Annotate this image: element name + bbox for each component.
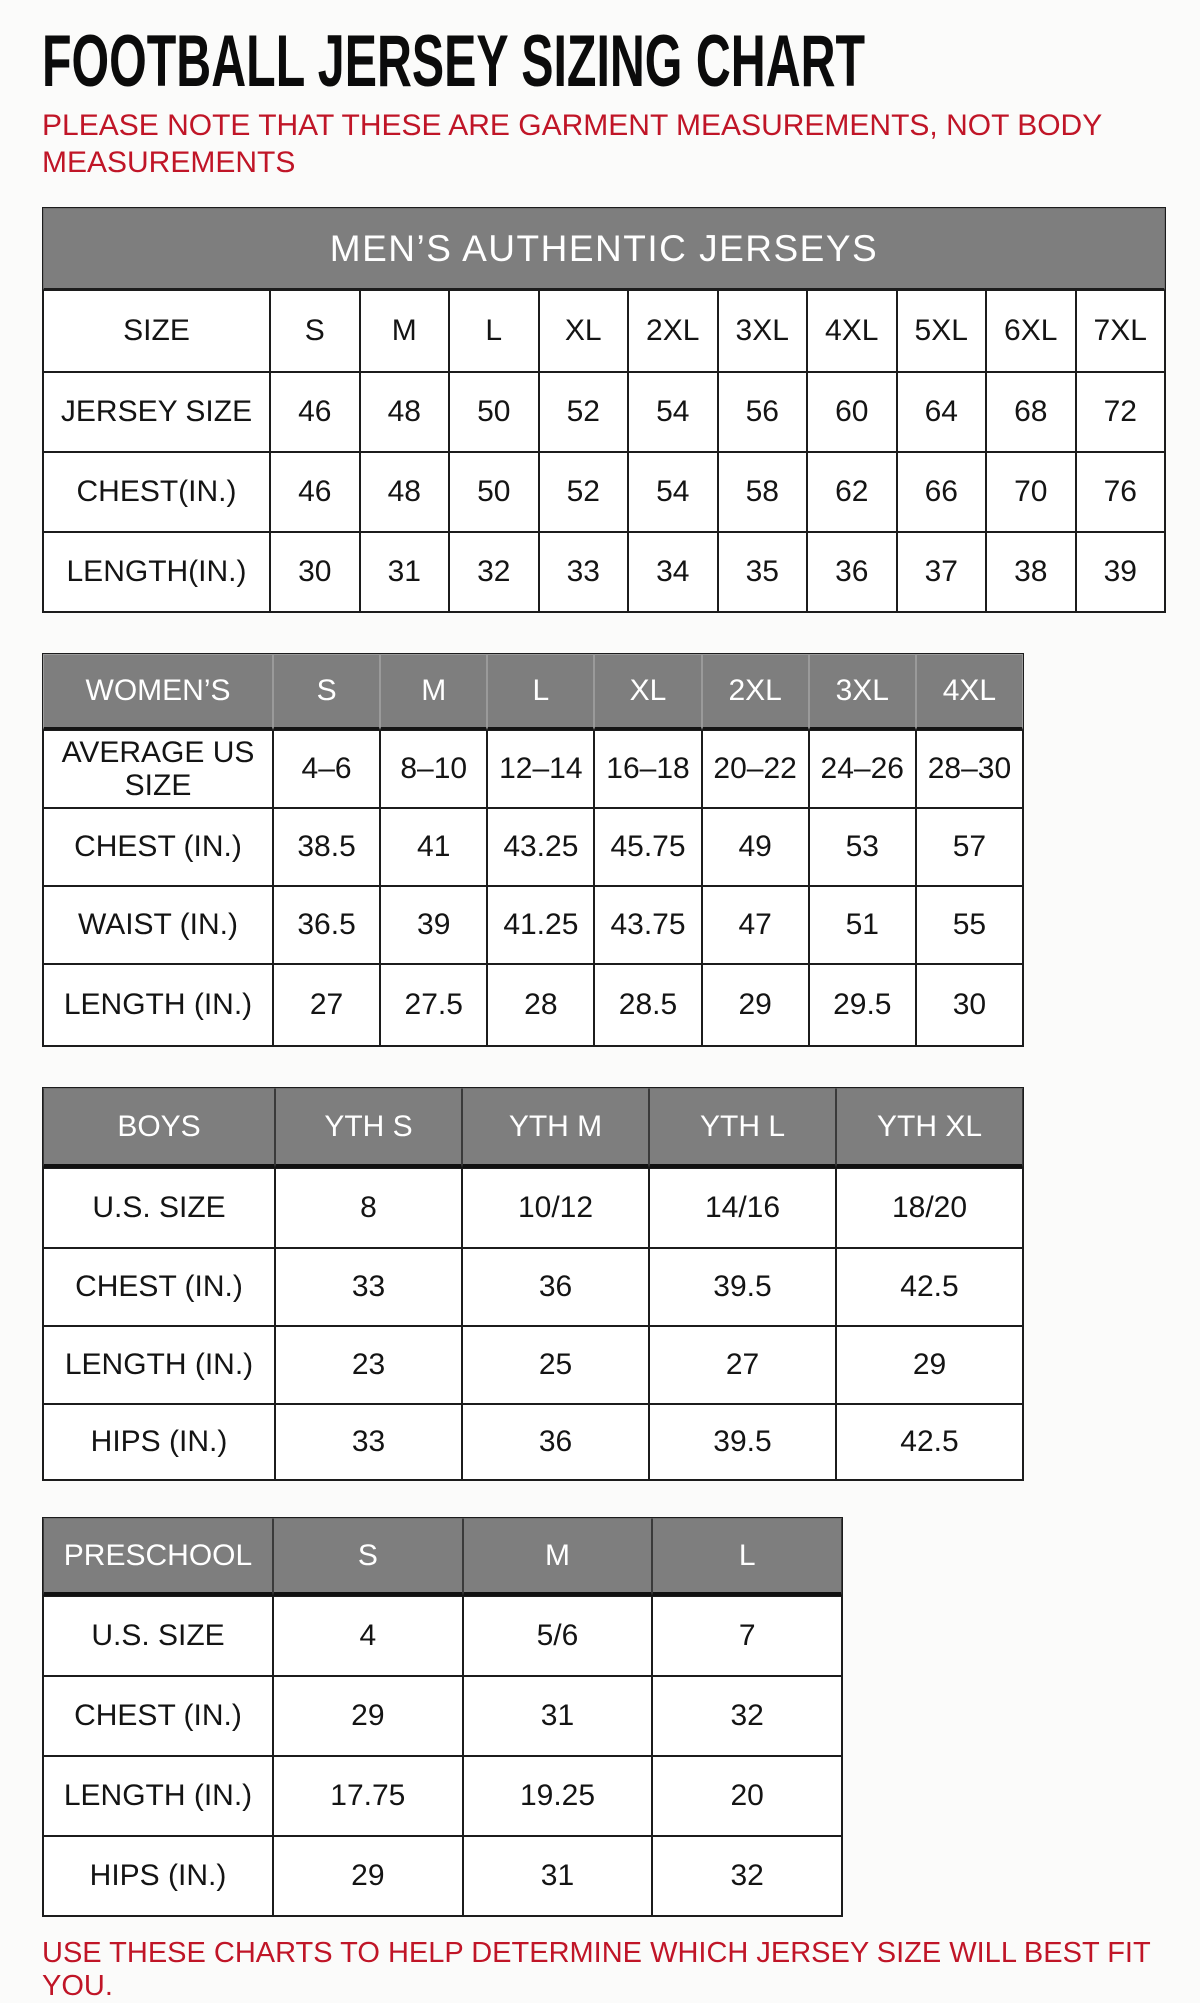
table-cell: 24–26 xyxy=(809,730,916,808)
table-cell: 25 xyxy=(462,1326,649,1404)
table-cell: 68 xyxy=(986,372,1076,452)
row-label: CHEST (IN.) xyxy=(43,1248,275,1326)
table-cell: 20–22 xyxy=(702,730,809,808)
table-cell: 41.25 xyxy=(487,886,594,964)
mens-authentic-jerseys-table xyxy=(42,207,1166,613)
col-header: 3XL xyxy=(718,290,808,372)
col-header: XL xyxy=(539,290,629,372)
table-cell: 54 xyxy=(628,452,718,532)
col-header: 4XL xyxy=(916,654,1023,730)
row-label: LENGTH (IN.) xyxy=(43,964,273,1046)
table-cell: 30 xyxy=(916,964,1023,1046)
table-cell: 31 xyxy=(360,532,450,612)
table-cell: 29 xyxy=(273,1836,463,1916)
table-cell: 31 xyxy=(463,1676,653,1756)
col-header: M xyxy=(380,654,487,730)
col-header: S xyxy=(273,1518,463,1596)
row-label: SIZE xyxy=(43,290,270,372)
table-cell: 46 xyxy=(270,452,360,532)
table-cell: 48 xyxy=(360,372,450,452)
table-cell: 4 xyxy=(273,1596,463,1676)
table-cell: 8 xyxy=(275,1168,462,1248)
table-cell: 17.75 xyxy=(273,1756,463,1836)
col-header: XL xyxy=(594,654,701,730)
table-cell: 27 xyxy=(649,1326,836,1404)
table-cell: 32 xyxy=(449,532,539,612)
table-cell: 62 xyxy=(807,452,897,532)
table-cell: 37 xyxy=(897,532,987,612)
table-cell: 58 xyxy=(718,452,808,532)
row-label: CHEST (IN.) xyxy=(43,808,273,886)
boys-jerseys-table xyxy=(42,1087,1024,1481)
table-cell: 39 xyxy=(1076,532,1166,612)
row-label: AVERAGE US SIZE xyxy=(43,730,273,808)
table-cell: 52 xyxy=(539,452,629,532)
col-header: 2XL xyxy=(628,290,718,372)
table-cell: 51 xyxy=(809,886,916,964)
table-cell: 29 xyxy=(273,1676,463,1756)
table-cell: 7 xyxy=(652,1596,842,1676)
table-cell: 28–30 xyxy=(916,730,1023,808)
table-cell: 42.5 xyxy=(836,1248,1023,1326)
col-header: L xyxy=(487,654,594,730)
preschool-table-header: PRESCHOOL xyxy=(43,1518,273,1596)
table-cell: 32 xyxy=(652,1836,842,1916)
table-cell: 5/6 xyxy=(463,1596,653,1676)
womens-table-header: WOMEN’S xyxy=(43,654,273,730)
table-cell: 53 xyxy=(809,808,916,886)
row-label: WAIST (IN.) xyxy=(43,886,273,964)
table-cell: 39 xyxy=(380,886,487,964)
table-cell: 55 xyxy=(916,886,1023,964)
col-header: M xyxy=(360,290,450,372)
table-cell: 29 xyxy=(836,1326,1023,1404)
table-cell: 50 xyxy=(449,452,539,532)
table-cell: 43.25 xyxy=(487,808,594,886)
row-label: U.S. SIZE xyxy=(43,1168,275,1248)
col-header: 5XL xyxy=(897,290,987,372)
table-cell: 57 xyxy=(916,808,1023,886)
col-header: L xyxy=(652,1518,842,1596)
col-header: YTH M xyxy=(462,1088,649,1168)
table-cell: 42.5 xyxy=(836,1404,1023,1480)
row-label: LENGTH(IN.) xyxy=(43,532,270,612)
mens-table-banner: MEN’S AUTHENTIC JERSEYS xyxy=(43,208,1165,290)
row-label: JERSEY SIZE xyxy=(43,372,270,452)
table-cell: 70 xyxy=(986,452,1076,532)
table-cell: 56 xyxy=(718,372,808,452)
table-cell: 32 xyxy=(652,1676,842,1756)
table-cell: 54 xyxy=(628,372,718,452)
col-header: S xyxy=(273,654,380,730)
table-cell: 64 xyxy=(897,372,987,452)
table-cell: 33 xyxy=(275,1248,462,1326)
table-cell: 50 xyxy=(449,372,539,452)
col-header: 4XL xyxy=(807,290,897,372)
table-cell: 60 xyxy=(807,372,897,452)
col-header: M xyxy=(463,1518,653,1596)
table-cell: 18/20 xyxy=(836,1168,1023,1248)
row-label: HIPS (IN.) xyxy=(43,1404,275,1480)
table-cell: 34 xyxy=(628,532,718,612)
table-cell: 20 xyxy=(652,1756,842,1836)
col-header: YTH S xyxy=(275,1088,462,1168)
table-cell: 38.5 xyxy=(273,808,380,886)
fit-advice-note: USE THESE CHARTS TO HELP DETERMINE WHICH JERSEY SIZE WILL BEST FIT YOU. xyxy=(42,1937,1151,2003)
col-header: 6XL xyxy=(986,290,1076,372)
table-cell: 30 xyxy=(270,532,360,612)
row-label: U.S. SIZE xyxy=(43,1596,273,1676)
col-header: L xyxy=(449,290,539,372)
table-cell: 31 xyxy=(463,1836,653,1916)
col-header: YTH XL xyxy=(836,1088,1023,1168)
table-cell: 23 xyxy=(275,1326,462,1404)
table-cell: 27.5 xyxy=(380,964,487,1046)
row-label: HIPS (IN.) xyxy=(43,1836,273,1916)
table-cell: 49 xyxy=(702,808,809,886)
garment-measurements-note: PLEASE NOTE THAT THESE ARE GARMENT MEASUREMENTS, NOT BODY MEASUREMENTS xyxy=(42,109,1102,179)
table-cell: 52 xyxy=(539,372,629,452)
table-cell: 43.75 xyxy=(594,886,701,964)
row-label: LENGTH (IN.) xyxy=(43,1326,275,1404)
table-cell: 10/12 xyxy=(462,1168,649,1248)
row-label: CHEST (IN.) xyxy=(43,1676,273,1756)
table-cell: 48 xyxy=(360,452,450,532)
table-cell: 46 xyxy=(270,372,360,452)
table-cell: 27 xyxy=(273,964,380,1046)
womens-jerseys-table xyxy=(42,653,1024,1047)
page-title xyxy=(42,20,1200,103)
table-cell: 16–18 xyxy=(594,730,701,808)
page-title-text: FOOTBALL JERSEY SIZING CHART xyxy=(42,21,866,103)
table-cell: 41 xyxy=(380,808,487,886)
boys-table-header: BOYS xyxy=(43,1088,275,1168)
table-cell: 29.5 xyxy=(809,964,916,1046)
table-cell: 36 xyxy=(462,1248,649,1326)
table-cell: 66 xyxy=(897,452,987,532)
col-header: 7XL xyxy=(1076,290,1166,372)
row-label: CHEST(IN.) xyxy=(43,452,270,532)
table-cell: 28.5 xyxy=(594,964,701,1046)
table-cell: 12–14 xyxy=(487,730,594,808)
table-cell: 33 xyxy=(275,1404,462,1480)
table-cell: 39.5 xyxy=(649,1248,836,1326)
table-cell: 47 xyxy=(702,886,809,964)
table-cell: 36 xyxy=(807,532,897,612)
row-label: LENGTH (IN.) xyxy=(43,1756,273,1836)
table-cell: 19.25 xyxy=(463,1756,653,1836)
table-cell: 14/16 xyxy=(649,1168,836,1248)
table-cell: 38 xyxy=(986,532,1076,612)
table-cell: 39.5 xyxy=(649,1404,836,1480)
table-cell: 8–10 xyxy=(380,730,487,808)
table-cell: 4–6 xyxy=(273,730,380,808)
table-cell: 76 xyxy=(1076,452,1166,532)
table-cell: 45.75 xyxy=(594,808,701,886)
table-cell: 72 xyxy=(1076,372,1166,452)
table-cell: 29 xyxy=(702,964,809,1046)
table-cell: 36.5 xyxy=(273,886,380,964)
table-cell: 33 xyxy=(539,532,629,612)
col-header: S xyxy=(270,290,360,372)
table-cell: 35 xyxy=(718,532,808,612)
table-cell: 28 xyxy=(487,964,594,1046)
col-header: 3XL xyxy=(809,654,916,730)
col-header: YTH L xyxy=(649,1088,836,1168)
col-header: 2XL xyxy=(702,654,809,730)
table-cell: 36 xyxy=(462,1404,649,1480)
preschool-jerseys-table xyxy=(42,1517,843,1917)
